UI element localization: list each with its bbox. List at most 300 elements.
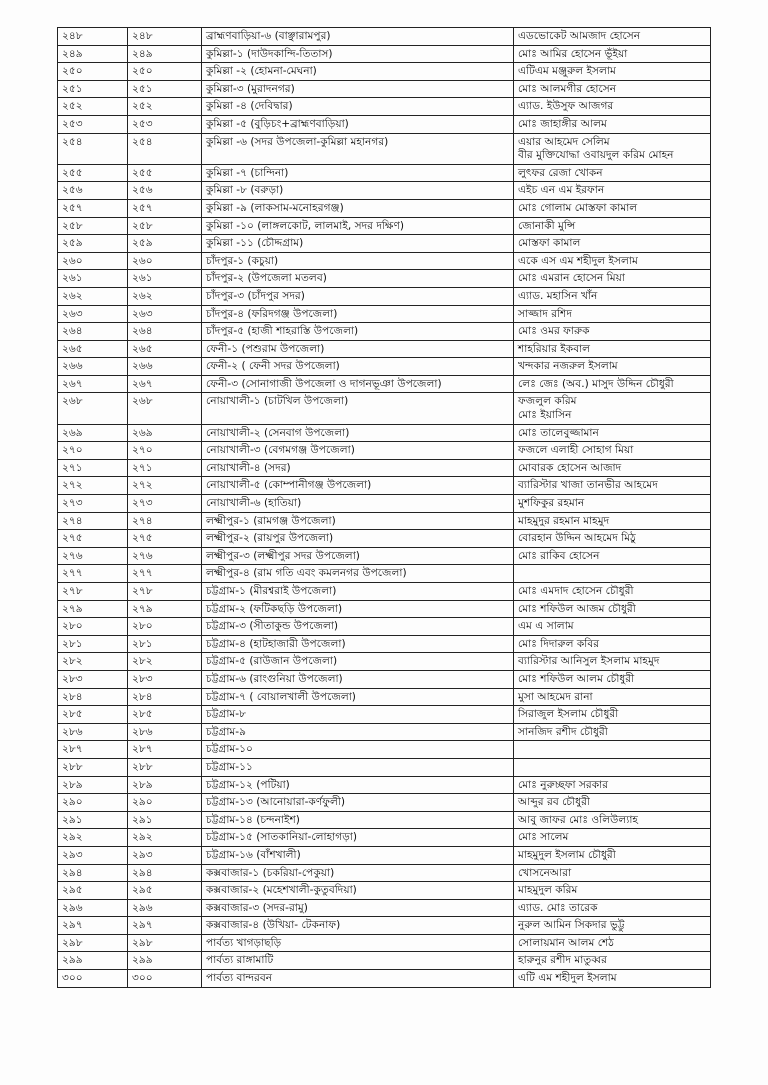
- table-row: [58, 424, 711, 442]
- serial-cell: ২৫৩: [58, 115, 128, 133]
- constituency-cell: কক্সবাজার-৪ (উখিয়া- টেকনাফ): [202, 917, 514, 935]
- seat-number-cell: ২৮৯: [128, 776, 202, 794]
- candidate-cell: [514, 917, 711, 935]
- constituency-cell: নোয়াখালী-৪ (সদর): [202, 459, 514, 477]
- serial-cell: ২৮৯: [58, 776, 128, 794]
- candidate-name: মাহমুদুর রহমান মাহমুদ: [518, 514, 610, 527]
- table-row: [58, 811, 711, 829]
- seat-number-cell: ২৯৫: [128, 882, 202, 900]
- candidate-cell: [514, 63, 711, 81]
- table-row: [58, 512, 711, 530]
- candidate-cell: [514, 600, 711, 618]
- table-row: [58, 846, 711, 864]
- constituency-cell: লক্ষ্মীপুর-৩ (লক্ষ্মীপুর সদর উপজেলা): [202, 547, 514, 565]
- candidate-name: মোঃ শফিউল আলম চৌধুরী: [518, 672, 635, 685]
- serial-cell: ২৯২: [58, 829, 128, 847]
- candidate-cell: [514, 424, 711, 442]
- constituency-cell: কুমিল্লা-৩ (মুরাদনগর): [202, 80, 514, 98]
- candidate-name: ফজলে এলাহী সোহাগ মিয়া: [518, 444, 634, 457]
- constituency-cell: পার্বত্য রাঙ্গামাটি: [202, 952, 514, 970]
- candidate-cell: [514, 305, 711, 323]
- seat-number-cell: ২৬৩: [128, 305, 202, 323]
- constituency-cell: চট্টগ্রাম-১৩ (আনোয়ারা-কর্ণফুলী): [202, 794, 514, 812]
- candidate-name: মোবারক হোসেন আজাদ: [518, 461, 622, 474]
- serial-cell: ২৭৯: [58, 600, 128, 618]
- candidate-name: [518, 761, 706, 775]
- candidate-cell: [514, 375, 711, 393]
- serial-cell: ২৬৫: [58, 340, 128, 358]
- serial-cell: ২৯৮: [58, 934, 128, 952]
- table-row: [58, 882, 711, 900]
- table-row: [58, 741, 711, 759]
- candidate-name: এডভোকেট আমজাদ হোসেন: [518, 30, 641, 42]
- serial-cell: ২৮৬: [58, 723, 128, 741]
- candidate-name: মোঃ জাহাঙ্গীর আলম: [518, 117, 607, 130]
- serial-cell: ২৬০: [58, 252, 128, 270]
- seat-number-cell: ২৭৭: [128, 565, 202, 583]
- table-row: [58, 442, 711, 460]
- candidate-name: মোঃ এমরান হোসেন মিয়া: [518, 272, 625, 285]
- candidate-cell: [514, 80, 711, 98]
- serial-cell: ২৯৩: [58, 846, 128, 864]
- table-row: [58, 723, 711, 741]
- constituency-cell: চট্টগ্রাম-৯: [202, 723, 514, 741]
- candidate-name: মুসা আহমেদ রানা: [518, 690, 593, 703]
- candidate-cell: [514, 882, 711, 900]
- table-row: [58, 758, 711, 776]
- seat-number-cell: ২৮৫: [128, 706, 202, 724]
- seat-number-cell: ২৫৬: [128, 182, 202, 200]
- candidate-cell: [514, 547, 711, 565]
- candidate-cell: [514, 393, 711, 424]
- table-row: [58, 635, 711, 653]
- candidate-name: বোরহান উদ্দিন আহমেদ মিঠু: [518, 532, 636, 545]
- seat-number-cell: ২৯৬: [128, 899, 202, 917]
- serial-cell: ২৮০: [58, 618, 128, 636]
- table-row: [58, 776, 711, 794]
- seat-number-cell: ২৫২: [128, 98, 202, 116]
- seat-number-cell: ২৪৮: [128, 28, 202, 46]
- seat-number-cell: ২৯২: [128, 829, 202, 847]
- table-row: [58, 600, 711, 618]
- constituency-cell: চাঁদপুর-৫ (হাজী শাহরাস্তি উপজেলা): [202, 323, 514, 341]
- seat-number-cell: ২৭২: [128, 477, 202, 495]
- seat-number-cell: ২৮৭: [128, 741, 202, 759]
- table-row: [58, 530, 711, 548]
- constituency-cell: কুমিল্লা -১১ (চৌদ্দগ্রাম): [202, 235, 514, 253]
- candidate-name: মাহমুদুল করিম: [518, 884, 578, 897]
- constituency-cell: কুমিল্লা -৫ (বুড়িচং+ব্রাহ্মণবাড়িয়া): [202, 115, 514, 133]
- table-row: [58, 688, 711, 706]
- seat-number-cell: ২৬৯: [128, 424, 202, 442]
- seat-number-cell: ২৭৯: [128, 600, 202, 618]
- candidate-name: মোঃ ইয়াসিন: [518, 409, 572, 422]
- constituency-cell: পার্বত্য খাগড়াছড়ি: [202, 934, 514, 952]
- table-row: [58, 270, 711, 288]
- candidate-cell: [514, 133, 711, 164]
- constituency-cell: চট্টগ্রাম-২ (ফটিকছড়ি উপজেলা): [202, 600, 514, 618]
- constituency-cell: চট্টগ্রাম-১ (মীরশ্বরাই উপজেলা): [202, 583, 514, 601]
- candidate-name: সিরাজুল ইসলাম চৌধুরী: [518, 708, 619, 721]
- serial-cell: ২৫৭: [58, 199, 128, 217]
- constituency-cell: নোয়াখালী-১ (চাটখিল উপজেলা): [202, 393, 514, 424]
- serial-cell: ২৫১: [58, 80, 128, 98]
- seat-number-cell: ২৫৯: [128, 235, 202, 253]
- serial-cell: ২৯৭: [58, 917, 128, 935]
- candidate-name: এম এ সালাম: [518, 620, 574, 633]
- serial-cell: ২৭২: [58, 477, 128, 495]
- seat-number-cell: ২৬১: [128, 270, 202, 288]
- candidate-name: মুশফিকুর রহমান: [518, 497, 585, 510]
- table-row: [58, 829, 711, 847]
- seat-number-cell: ২৮৮: [128, 758, 202, 776]
- seat-number-cell: ২৮১: [128, 635, 202, 653]
- serial-cell: ২৫২: [58, 98, 128, 116]
- candidate-cell: [514, 846, 711, 864]
- table-row: [58, 653, 711, 671]
- candidate-name: লুৎফর রেজা খোকন: [518, 166, 603, 179]
- candidate-name: এ্যাড. ইউসুফ আজগর: [518, 100, 614, 113]
- table-row: [58, 618, 711, 636]
- constituency-cell: কুমিল্লা -১০ (লাঙ্গলকোট, লালমাই, সদর দক্ষিণ): [202, 217, 514, 235]
- serial-cell: ২৭৩: [58, 495, 128, 513]
- table-row: [58, 917, 711, 935]
- serial-cell: ৩০০: [58, 970, 128, 988]
- serial-cell: ২৭০: [58, 442, 128, 460]
- candidate-cell: [514, 323, 711, 341]
- table-row: [58, 393, 711, 424]
- constituency-cell: লক্ষ্মীপুর-১ (রামগঞ্জ উপজেলা): [202, 512, 514, 530]
- candidate-name: একে এস এম শহীদুল ইসলাম: [518, 254, 638, 267]
- candidate-name: মোঃ ওমর ফারুক: [518, 325, 590, 338]
- serial-cell: ২৯০: [58, 794, 128, 812]
- table-row: [58, 63, 711, 81]
- serial-cell: ২৮১: [58, 635, 128, 653]
- candidate-cell: [514, 829, 711, 847]
- table-row: [58, 583, 711, 601]
- constituency-cell: ফেনী-৩ (সোনাগাজী উপজেলা ও দাগনভূঞা উপজেলা): [202, 375, 514, 393]
- serial-cell: ২৯৬: [58, 899, 128, 917]
- candidate-cell: [514, 565, 711, 583]
- candidate-cell: [514, 934, 711, 952]
- serial-cell: ২৫৪: [58, 133, 128, 164]
- candidate-name: মোঃ সালেম: [518, 831, 569, 844]
- candidate-cell: [514, 28, 711, 46]
- candidate-cell: [514, 952, 711, 970]
- seat-number-cell: ২৫৫: [128, 164, 202, 182]
- constituency-cell: চট্টগ্রাম-১৪ (চন্দনাইশ): [202, 811, 514, 829]
- candidate-name: খোসনেআরা: [518, 866, 572, 879]
- seat-number-cell: ২৬৫: [128, 340, 202, 358]
- candidate-name: ব্যারিস্টার খাজা তানভীর আহমেদ: [518, 479, 658, 492]
- seat-number-cell: ২৫১: [128, 80, 202, 98]
- serial-cell: ২৬৪: [58, 323, 128, 341]
- serial-cell: ২৪৮: [58, 28, 128, 46]
- constituency-cell: কুমিল্লা -৬ (সদর উপজেলা-কুমিল্লা মহানগর): [202, 133, 514, 164]
- candidate-cell: [514, 706, 711, 724]
- table-row: [58, 340, 711, 358]
- candidate-name: লেঃ জেঃ (অব.) মাসুদ উদ্দিন চৌধুরী: [518, 377, 674, 390]
- candidate-table-body: [58, 28, 711, 988]
- serial-cell: ২৮৭: [58, 741, 128, 759]
- serial-cell: ২৫৯: [58, 235, 128, 253]
- candidate-cell: [514, 864, 711, 882]
- candidate-cell: [514, 340, 711, 358]
- table-row: [58, 305, 711, 323]
- serial-cell: ২৬৬: [58, 358, 128, 376]
- seat-number-cell: ২৬৭: [128, 375, 202, 393]
- candidate-cell: [514, 688, 711, 706]
- candidate-cell: [514, 970, 711, 988]
- serial-cell: ২৮৮: [58, 758, 128, 776]
- seat-number-cell: ২৭৪: [128, 512, 202, 530]
- seat-number-cell: ২৬৬: [128, 358, 202, 376]
- serial-cell: ২৮২: [58, 653, 128, 671]
- candidate-name: ব্যারিস্টার আনিসুল ইসলাম মাহমুদ: [518, 655, 660, 668]
- candidate-cell: [514, 235, 711, 253]
- serial-cell: ২৬১: [58, 270, 128, 288]
- constituency-cell: চট্টগ্রাম-৬ (রাংগুনিয়া উপজেলা): [202, 670, 514, 688]
- candidate-name: সানজিদ রশীদ চৌধুরী: [518, 725, 608, 738]
- constituency-cell: চট্টগ্রাম-১২ (পটিয়া): [202, 776, 514, 794]
- serial-cell: ২৭৮: [58, 583, 128, 601]
- table-row: [58, 287, 711, 305]
- candidate-name: মোঃ তালেবুজ্জামান: [518, 426, 599, 439]
- table-row: [58, 794, 711, 812]
- serial-cell: ২৬৯: [58, 424, 128, 442]
- constituency-cell: চট্টগ্রাম-৪ (হাটহাজারী উপজেলা): [202, 635, 514, 653]
- table-row: [58, 133, 711, 164]
- candidate-name: মোঃ গোলাম মোস্তফা কামাল: [518, 201, 638, 214]
- serial-cell: ২৯১: [58, 811, 128, 829]
- table-row: [58, 495, 711, 513]
- table-row: [58, 952, 711, 970]
- constituency-cell: চট্টগ্রাম-১৬ (বাঁশখালী): [202, 846, 514, 864]
- table-row: [58, 235, 711, 253]
- candidate-cell: [514, 899, 711, 917]
- table-row: [58, 899, 711, 917]
- seat-number-cell: ২৬৪: [128, 323, 202, 341]
- seat-number-cell: ২৭১: [128, 459, 202, 477]
- table-row: [58, 164, 711, 182]
- constituency-cell: কক্সবাজার-১ (চকরিয়া-পেকুয়া): [202, 864, 514, 882]
- candidate-cell: [514, 45, 711, 63]
- candidate-name: এ্যাড. মোঃ তারেক: [518, 901, 598, 914]
- candidate-cell: [514, 270, 711, 288]
- constituency-cell: কুমিল্লা-১ (দাউদকান্দি-তিতাস): [202, 45, 514, 63]
- seat-number-cell: ২৯৮: [128, 934, 202, 952]
- seat-number-cell: ২৯৩: [128, 846, 202, 864]
- seat-number-cell: ২৮৪: [128, 688, 202, 706]
- constituency-cell: কুমিল্লা -৯ (লাকসাম-মনোহরগঞ্জ): [202, 199, 514, 217]
- candidate-name: আব্দুর রব চৌধুরী: [518, 796, 590, 809]
- seat-number-cell: ২৫৪: [128, 133, 202, 164]
- candidate-cell: [514, 758, 711, 776]
- table-row: [58, 45, 711, 63]
- table-row: [58, 80, 711, 98]
- seat-number-cell: ২৯৯: [128, 952, 202, 970]
- candidate-name: বীর মুক্তিযোদ্ধা ওবায়দুল করিম মোহন: [518, 149, 674, 162]
- candidate-name: মোস্তফা কামাল: [518, 237, 581, 250]
- table-row: [58, 934, 711, 952]
- seat-number-cell: ২৬০: [128, 252, 202, 270]
- seat-number-cell: ২৯৭: [128, 917, 202, 935]
- seat-number-cell: ২৫৮: [128, 217, 202, 235]
- serial-cell: ২৫৫: [58, 164, 128, 182]
- candidate-name: [518, 743, 706, 757]
- serial-cell: ২৭৪: [58, 512, 128, 530]
- candidate-name: সাজ্জাদ রশিদ: [518, 307, 572, 320]
- candidate-name: আবু জাফর মোঃ ওলিউল্যাহ: [518, 813, 638, 826]
- table-row: [58, 477, 711, 495]
- candidate-name: জোনাকী মুন্সি: [518, 219, 576, 232]
- table-row: [58, 182, 711, 200]
- constituency-cell: কক্সবাজার-২ (মহেশখালী-কুতুবদিয়া): [202, 882, 514, 900]
- constituency-cell: চট্টগ্রাম-৩ (সীতাকুন্ড উপজেলা): [202, 618, 514, 636]
- serial-cell: ২৭৬: [58, 547, 128, 565]
- candidate-name: মোঃ আমির হোসেন ভূঁইয়া: [518, 47, 628, 60]
- candidate-name: [518, 567, 706, 581]
- candidate-table: [57, 27, 711, 988]
- serial-cell: ২৭৭: [58, 565, 128, 583]
- serial-cell: ২৭৫: [58, 530, 128, 548]
- seat-number-cell: ২৭৬: [128, 547, 202, 565]
- table-row: [58, 199, 711, 217]
- candidate-cell: [514, 530, 711, 548]
- table-row: [58, 252, 711, 270]
- candidate-cell: [514, 741, 711, 759]
- candidate-name: এটিএম মঞ্জুরুল ইসলাম: [518, 65, 616, 78]
- seat-number-cell: ২৯০: [128, 794, 202, 812]
- constituency-cell: চাঁদপুর-৩ (চাঁদপুর সদর): [202, 287, 514, 305]
- table-row: [58, 217, 711, 235]
- candidate-cell: [514, 252, 711, 270]
- candidate-name: এ্যাড. মহাসিন খাঁন: [518, 289, 598, 302]
- candidate-name: এটি এম শহীদুল ইসলাম: [518, 972, 617, 985]
- candidate-cell: [514, 618, 711, 636]
- serial-cell: ২৬৩: [58, 305, 128, 323]
- seat-number-cell: ২৮২: [128, 653, 202, 671]
- serial-cell: ২৮৪: [58, 688, 128, 706]
- constituency-cell: নোয়াখালী-৫ (কোম্পানীগঞ্জ উপজেলা): [202, 477, 514, 495]
- candidate-cell: [514, 442, 711, 460]
- candidate-name: মোঃ শফিউল আজম চৌধুরী: [518, 602, 636, 615]
- candidate-name: এইচ এন এম ইরফান: [518, 184, 605, 197]
- candidate-cell: [514, 635, 711, 653]
- candidate-cell: [514, 723, 711, 741]
- candidate-cell: [514, 217, 711, 235]
- candidate-name: সোলায়মান আলম শেঠ: [518, 936, 614, 949]
- constituency-cell: ফেনী-২ ( ফেনী সদর উপজেলা): [202, 358, 514, 376]
- constituency-cell: কক্সবাজার-৩ (সদর-রামু): [202, 899, 514, 917]
- constituency-cell: নোয়াখালী-৩ (বেগমগঞ্জ উপজেলা): [202, 442, 514, 460]
- candidate-cell: [514, 98, 711, 116]
- candidate-name: এয়ার আহমেদ সেলিম: [518, 135, 610, 148]
- table-row: [58, 323, 711, 341]
- seat-number-cell: ২৭৫: [128, 530, 202, 548]
- candidate-cell: [514, 776, 711, 794]
- table-row: [58, 459, 711, 477]
- constituency-cell: চট্টগ্রাম-১৫ (সাতকানিয়া-লোহাগড়া): [202, 829, 514, 847]
- candidate-cell: [514, 811, 711, 829]
- constituency-cell: কুমিল্লা -৮ (বরুড়া): [202, 182, 514, 200]
- serial-cell: ২৮৫: [58, 706, 128, 724]
- constituency-cell: চট্টগ্রাম-৭ ( বোয়ালখালী উপজেলা): [202, 688, 514, 706]
- seat-number-cell: ২৭৮: [128, 583, 202, 601]
- candidate-cell: [514, 358, 711, 376]
- serial-cell: ২৮৩: [58, 670, 128, 688]
- serial-cell: ২৫৮: [58, 217, 128, 235]
- constituency-cell: চাঁদপুর-৪ (ফরিদগঞ্জ উপজেলা): [202, 305, 514, 323]
- table-row: [58, 565, 711, 583]
- candidate-name: মোঃ রাকিব হোসেন: [518, 549, 600, 562]
- serial-cell: ২৯৫: [58, 882, 128, 900]
- seat-number-cell: ২৮৩: [128, 670, 202, 688]
- candidate-name: মোঃ দিদারুল কবির: [518, 637, 600, 650]
- constituency-cell: চাঁদপুর-২ (উপজেলা মতলব): [202, 270, 514, 288]
- candidate-cell: [514, 495, 711, 513]
- constituency-cell: চট্টগ্রাম-১০: [202, 741, 514, 759]
- candidate-cell: [514, 670, 711, 688]
- candidate-name: ফজলুল করিম: [518, 395, 577, 408]
- candidate-cell: [514, 477, 711, 495]
- table-row: [58, 547, 711, 565]
- seat-number-cell: ৩০০: [128, 970, 202, 988]
- constituency-cell: কুমিল্লা -৭ (চান্দিনা): [202, 164, 514, 182]
- candidate-name: খন্দকার নজরুল ইসলাম: [518, 360, 618, 373]
- constituency-cell: লক্ষ্মীপুর-২ (রায়পুর উপজেলা): [202, 530, 514, 548]
- serial-cell: ২৬২: [58, 287, 128, 305]
- seat-number-cell: ২৫৭: [128, 199, 202, 217]
- seat-number-cell: ২৯৪: [128, 864, 202, 882]
- serial-cell: ২৬৭: [58, 375, 128, 393]
- candidate-cell: [514, 794, 711, 812]
- constituency-cell: চট্টগ্রাম-১১: [202, 758, 514, 776]
- constituency-cell: ব্রাহ্মণবাড়িয়া-৬ (বাঞ্ছারামপুর): [202, 28, 514, 46]
- candidate-cell: [514, 653, 711, 671]
- table-row: [58, 358, 711, 376]
- seat-number-cell: ২৫৩: [128, 115, 202, 133]
- seat-number-cell: ২৫০: [128, 63, 202, 81]
- serial-cell: ২৭১: [58, 459, 128, 477]
- constituency-cell: চট্টগ্রাম-৫ (রাউজান উপজেলা): [202, 653, 514, 671]
- serial-cell: ২৫৬: [58, 182, 128, 200]
- serial-cell: ২৫০: [58, 63, 128, 81]
- candidate-cell: [514, 583, 711, 601]
- candidate-name: মোঃ নুরুচ্ছফা সরকার: [518, 778, 609, 791]
- constituency-cell: নোয়াখালী-২ (সেনবাগ উপজেলা): [202, 424, 514, 442]
- candidate-cell: [514, 164, 711, 182]
- seat-number-cell: ২৮৬: [128, 723, 202, 741]
- seat-number-cell: ২৯১: [128, 811, 202, 829]
- table-row: [58, 706, 711, 724]
- table-row: [58, 115, 711, 133]
- candidate-name: হারুনুর রশীদ মাতুব্বর: [518, 954, 607, 967]
- constituency-cell: চট্টগ্রাম-৮: [202, 706, 514, 724]
- candidate-name: মোঃ আলমগীর হোসেন: [518, 82, 617, 95]
- candidate-name: মোঃ এমদাদ হোসেন চৌধুরী: [518, 585, 634, 597]
- candidate-cell: [514, 115, 711, 133]
- candidate-cell: [514, 199, 711, 217]
- seat-number-cell: ২৪৯: [128, 45, 202, 63]
- constituency-cell: কুমিল্লা -২ (হোমনা-মেঘনা): [202, 63, 514, 81]
- table-row: [58, 864, 711, 882]
- serial-cell: ২৪৯: [58, 45, 128, 63]
- seat-number-cell: ২৭৩: [128, 495, 202, 513]
- candidate-cell: [514, 287, 711, 305]
- candidate-cell: [514, 459, 711, 477]
- constituency-cell: কুমিল্লা -৪ (দেবিদ্বার): [202, 98, 514, 116]
